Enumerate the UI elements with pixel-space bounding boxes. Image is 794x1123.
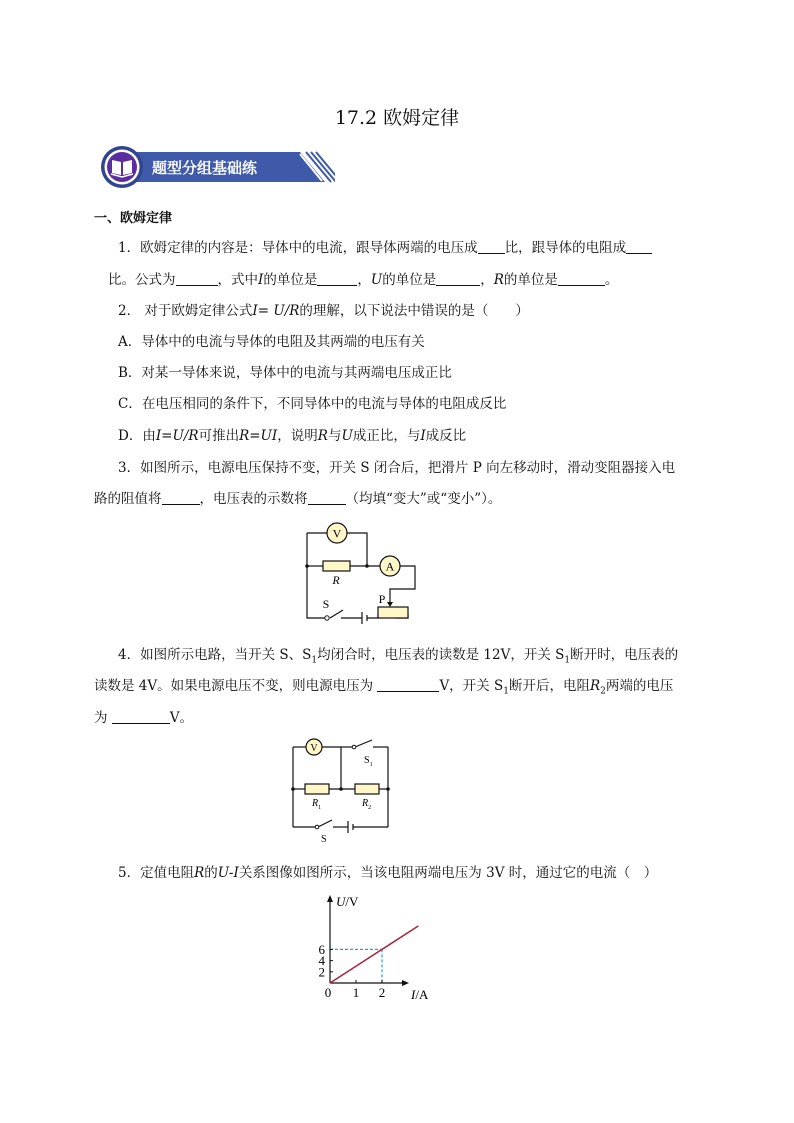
q4-line1: 4．如图所示电路，当开关 S、$S_1$均闭合时，电压表的读数是 12V，开关 $S_1$断开时，电压表的	[118, 647, 679, 666]
y-tick-label-4: 4	[318, 953, 325, 969]
q4-circuit-diagram	[285, 735, 395, 845]
q1-blank-2[interactable]	[626, 240, 652, 255]
banner-label: 题型分组基础练	[152, 159, 258, 177]
q3-line1: 3．如图所示，电源电压保持不变，开关 S 闭合后，把滑片 P 向左移动时，滑动变阻器接入电	[118, 460, 676, 476]
q2-option-b[interactable]: B．对某一导体来说，导体中的电流与其两端电压成正比	[118, 365, 452, 381]
r2-label: $R_2$	[362, 798, 372, 811]
q1-line2: 比。公式为 ，式中I的单位是 ，U的单位是 ，R的单位是 。	[108, 272, 619, 288]
q1-blank-formula[interactable]	[176, 272, 218, 287]
q2-option-a[interactable]: A．导体中的电流与导体的电阻及其两端的电压有关	[118, 334, 425, 350]
y-axis-label: U/V	[336, 894, 359, 909]
slider-label: P	[378, 592, 386, 606]
q1-blank-i-unit[interactable]	[317, 272, 357, 287]
section-heading: 一、欧姆定律	[94, 211, 173, 226]
y-tick-label-6: 6	[318, 941, 325, 957]
q1-blank-u-unit[interactable]	[436, 272, 480, 287]
q1-blank-1[interactable]	[478, 240, 505, 255]
q1-line1: 1．欧姆定律的内容是：导体中的电流，跟导体两端的电压成 比，跟导体的电阻成	[118, 236, 652, 256]
q5-ui-chart	[310, 890, 440, 1005]
r1-label: $R_1$	[312, 798, 322, 811]
voltmeter-label: V	[332, 526, 342, 541]
switch-s-label: S	[321, 834, 327, 845]
switch-s1-label: $S_1$	[364, 755, 373, 768]
series-line-0	[330, 926, 418, 983]
q2-stem: 2． 对于欧姆定律公式I= U/R的理解，以下说法中错误的是（ ）	[118, 303, 529, 319]
q1-blank-r-unit[interactable]	[558, 272, 605, 287]
section-banner	[100, 145, 335, 189]
x-tick-label-1: 1	[352, 985, 360, 1000]
page-title: 17.2 欧姆定律	[334, 107, 460, 129]
q3-circuit-diagram	[300, 517, 425, 627]
ammeter-label: A	[385, 559, 395, 574]
q4-line2: 读数是 4V。如果电源电压不变，则电源电压为 V，开关 $S_1$断开后，电阻$R_2$两端的电压	[94, 678, 674, 697]
switch-label: S	[322, 597, 330, 611]
q4-blank-2[interactable]	[112, 710, 170, 725]
q5-stem: 5．定值电阻R的U-I关系图像如图所示，当该电阻两端电压为 3V 时，通过它的电流（ ）	[118, 865, 658, 881]
resistor-label: R	[332, 573, 340, 587]
book-icon	[110, 156, 134, 178]
voltmeter-label: V	[310, 743, 318, 754]
q4-blank-1[interactable]	[377, 678, 439, 693]
x-tick-label-0: 0	[324, 985, 332, 1000]
y-tick-label-2: 2	[318, 964, 325, 980]
q2-option-c[interactable]: C．在电压相同的条件下，不同导体中的电流与导体的电阻成反比	[118, 396, 507, 412]
q3-blank-2[interactable]	[308, 491, 346, 506]
q3-blank-1[interactable]	[162, 491, 200, 506]
q4-line3: 为 V。	[94, 710, 194, 726]
x-axis-label: I/A	[411, 987, 429, 1002]
q3-line2: 路的阻值将 ，电压表的示数将 （均填“变大”或“变小”）。	[94, 491, 502, 507]
q2-option-d[interactable]: D．由I=U/R可推出R=UI，说明R与U成正比，与I成反比	[118, 428, 467, 444]
x-tick-label-2: 2	[378, 985, 386, 1000]
